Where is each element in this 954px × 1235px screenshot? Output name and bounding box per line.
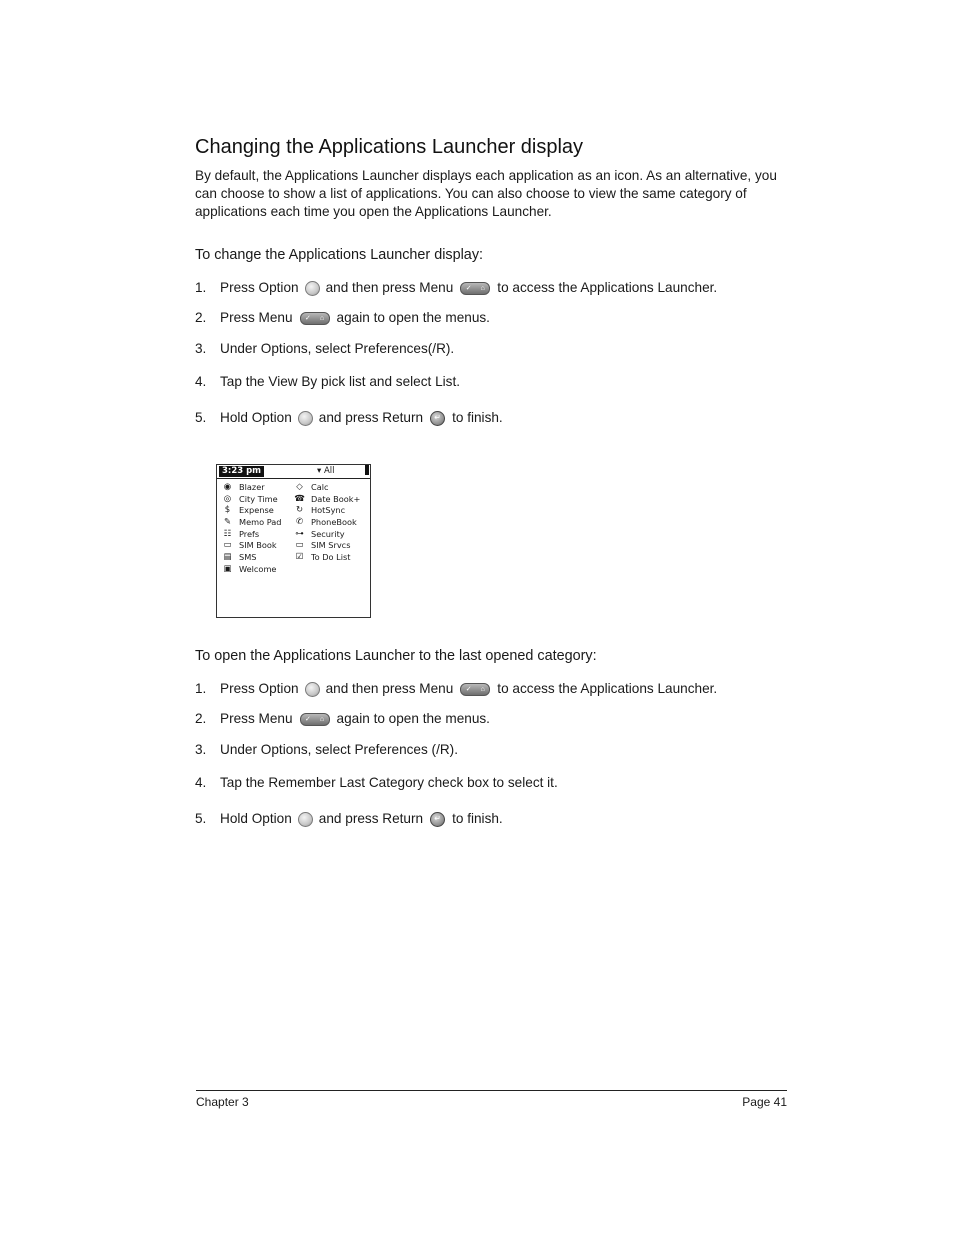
step-text: again to open the menus. — [336, 310, 490, 325]
app-icon: ▭ — [223, 540, 232, 551]
step-3 — [195, 734, 787, 766]
app-icon: ◎ — [223, 493, 232, 504]
step-number: 4. — [195, 774, 207, 790]
menu-button-icon: ✓ ⌂ — [460, 282, 490, 295]
option-button-icon — [305, 682, 320, 697]
step-number: 2. — [195, 310, 207, 325]
app-icon: ▤ — [223, 551, 232, 562]
app-icon: $ — [224, 505, 231, 516]
menu-button-icon: ✓ ⌂ — [300, 713, 330, 726]
app-list-item[interactable] — [294, 504, 360, 516]
app-icon: ◉ — [223, 481, 232, 492]
app-icon: ↻ — [295, 505, 304, 516]
app-label: Prefs — [239, 528, 260, 539]
step-1 — [195, 674, 787, 704]
app-icon: ✎ — [223, 516, 232, 527]
step-number: 5. — [195, 410, 207, 425]
step-5 — [195, 799, 787, 839]
app-label: Memo Pad — [239, 516, 282, 527]
app-label: Date Book+ — [311, 493, 361, 504]
launcher-title-bar — [217, 465, 370, 479]
option-button-icon — [305, 281, 320, 296]
app-list-item[interactable] — [222, 493, 281, 505]
step-number: 3. — [195, 742, 207, 757]
step-number: 3. — [195, 341, 207, 356]
battery-icon — [365, 465, 369, 475]
step-text: and press Return — [318, 410, 424, 425]
option-button-icon — [298, 812, 313, 827]
return-button-icon: ↵ — [430, 411, 445, 426]
app-label: Calc — [311, 481, 329, 492]
intro-paragraph: By default, the Applications Launcher displays each application as an icon. As an alternative, you can choose to show a list of applications. You can also choose to view the same category of applications each time you open the Applications Launcher. — [195, 168, 777, 219]
app-list-item[interactable] — [294, 516, 360, 528]
app-label: Expense — [239, 505, 274, 516]
app-icon: ▣ — [223, 563, 232, 574]
step-text: Hold Option — [220, 811, 292, 826]
step-text: to finish. — [452, 811, 503, 826]
step-text: and then press Menu — [325, 681, 454, 696]
step-1 — [195, 273, 787, 303]
category-picklist: ▾ All — [317, 466, 335, 476]
page-footer — [196, 1090, 787, 1109]
step-text: to access the Applications Launcher. — [497, 280, 718, 295]
app-list-item[interactable] — [222, 504, 281, 516]
step-text: Tap the Remember Last Category check box to select it. — [220, 774, 558, 790]
app-label: Blazer — [239, 481, 265, 492]
option-button-icon — [298, 411, 313, 426]
app-icon: ☷ — [223, 528, 232, 539]
step-text: Tap the View By pick list and select List. — [220, 373, 461, 389]
menu-button-icon: ✓ ⌂ — [460, 683, 490, 696]
step-text: Press Menu — [220, 711, 293, 726]
app-list-item[interactable] — [222, 481, 281, 493]
step-text: Under Options, select Preferences (/R). — [220, 742, 458, 757]
step-3 — [195, 333, 787, 365]
app-label: To Do List — [311, 551, 351, 562]
app-icon: ☎ — [294, 493, 305, 504]
app-list-item[interactable] — [294, 539, 360, 551]
step-text: Press Menu — [220, 310, 293, 325]
step-2 — [195, 303, 787, 333]
app-list-right — [294, 481, 360, 563]
step-text: Press Option — [220, 280, 299, 295]
app-list-item[interactable] — [222, 539, 281, 551]
app-icon: ▭ — [295, 540, 304, 551]
app-icon: ◇ — [296, 481, 303, 492]
app-list-item[interactable] — [222, 528, 281, 540]
page-content — [195, 130, 787, 839]
procedure-change-display — [195, 247, 787, 438]
step-2 — [195, 704, 787, 734]
step-list — [195, 273, 787, 438]
procedure-heading: To change the Applications Launcher display: — [195, 247, 484, 263]
return-button-icon: ↵ — [430, 812, 445, 827]
procedure-last-category — [195, 648, 787, 839]
clock-label: 3:23 pm — [219, 466, 264, 477]
app-label: PhoneBook — [311, 516, 357, 527]
step-text: and press Return — [318, 811, 424, 826]
step-5 — [195, 398, 787, 438]
step-text: to access the Applications Launcher. — [497, 681, 718, 696]
step-text: Under Options, select Preferences(/R). — [220, 341, 455, 356]
step-text: to finish. — [452, 410, 503, 425]
app-icon: ✆ — [295, 516, 304, 527]
step-text: Hold Option — [220, 410, 292, 425]
app-list-item[interactable] — [222, 563, 281, 575]
step-number: 4. — [195, 373, 207, 389]
app-label: HotSync — [311, 505, 346, 516]
step-number: 5. — [195, 811, 207, 826]
step-list — [195, 674, 787, 839]
app-list-item[interactable] — [222, 516, 281, 528]
procedure-heading: To open the Applications Launcher to the last opened category: — [195, 648, 597, 664]
app-label: Welcome — [239, 563, 277, 574]
app-list-item[interactable] — [294, 551, 360, 563]
section-title: Changing the Applications Launcher display — [195, 136, 584, 158]
app-list-item[interactable] — [294, 493, 360, 505]
app-list-item[interactable] — [294, 528, 360, 540]
app-list-item[interactable] — [222, 551, 281, 563]
step-text: again to open the menus. — [336, 711, 490, 726]
app-icon: ☑ — [295, 551, 304, 562]
step-text: Press Option — [220, 681, 299, 696]
page-number: Page 41 — [742, 1095, 787, 1109]
menu-button-icon: ✓ ⌂ — [300, 312, 330, 325]
step-4 — [195, 766, 787, 799]
chapter-label: Chapter 3 — [196, 1095, 249, 1109]
app-label: City Time — [239, 493, 278, 504]
app-label: SIM Srvcs — [311, 540, 351, 551]
step-number: 1. — [195, 681, 207, 696]
step-number: 1. — [195, 280, 207, 295]
app-label: Security — [311, 528, 345, 539]
step-4 — [195, 365, 787, 398]
step-text: and then press Menu — [325, 280, 454, 295]
app-label: SMS — [239, 551, 257, 562]
app-label: SIM Book — [239, 540, 277, 551]
app-list-item[interactable] — [294, 481, 360, 493]
step-number: 2. — [195, 711, 207, 726]
launcher-screenshot — [216, 464, 371, 618]
app-list-left — [222, 481, 281, 575]
app-icon: ⊶ — [295, 528, 304, 539]
